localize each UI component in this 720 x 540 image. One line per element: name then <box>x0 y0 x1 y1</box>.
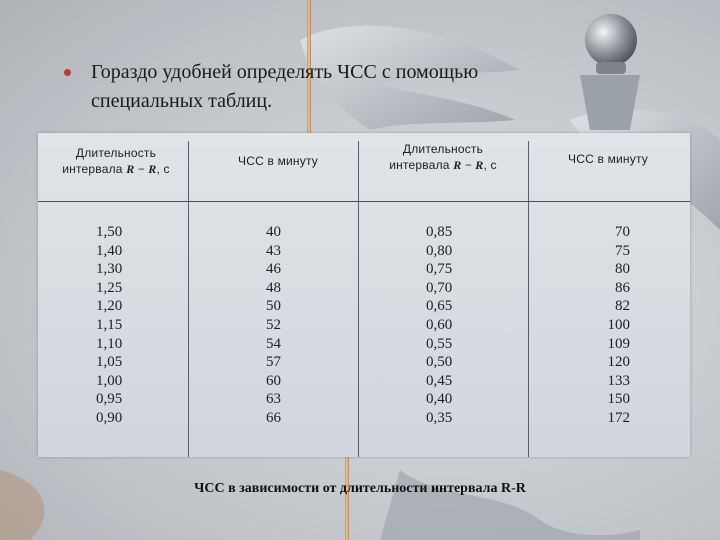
column-divider-2 <box>358 141 359 457</box>
table-cell: 1,40 <box>96 242 123 259</box>
table-cell: 1,10 <box>96 335 123 352</box>
table-cell: 57 <box>266 354 281 371</box>
table-cell: 70 <box>615 224 630 240</box>
header-interval-col1 <box>46 145 186 177</box>
table-cell: 0,90 <box>96 409 123 426</box>
table-cell: 52 <box>266 316 281 333</box>
header-rr-symbol: R − R <box>126 162 157 176</box>
table-cell: 1,30 <box>96 261 123 278</box>
header-interval-word: интервала <box>389 158 450 172</box>
table-cell: 0,40 <box>426 391 453 408</box>
table-cell: 1,15 <box>96 316 123 333</box>
table-cell: 0,95 <box>96 391 123 408</box>
header-hr-col4: ЧСС в минуту <box>568 152 648 166</box>
column-hr-1 <box>266 223 281 428</box>
header-interval-line1: Длительность <box>402 142 484 156</box>
table-cell: 80 <box>615 261 630 278</box>
table-caption: ЧСС в зависимости от длительности интервала R-R <box>194 481 526 496</box>
bullet-text-line-2: специальных таблиц. <box>91 90 273 112</box>
header-unit: , с <box>156 162 170 176</box>
table-cell: 0,35 <box>426 409 453 426</box>
table-cell: 0,65 <box>426 298 453 315</box>
table-cell: 48 <box>266 279 281 296</box>
header-rr-symbol: R − R <box>453 158 484 172</box>
table-cell: 0,85 <box>426 224 453 240</box>
column-interval-2 <box>426 223 452 428</box>
table-cell: 0,70 <box>426 279 453 296</box>
table-cell: 1,00 <box>96 372 123 389</box>
table-cell: 1,05 <box>96 354 123 371</box>
table-cell: 109 <box>607 335 630 352</box>
table-cell: 43 <box>266 242 281 259</box>
table-cell: 1,25 <box>96 279 123 296</box>
table-cell: 86 <box>615 279 630 296</box>
column-interval-1 <box>96 223 122 428</box>
bullet-point <box>64 58 624 116</box>
table-cell: 82 <box>615 298 630 315</box>
header-interval-line2 <box>46 161 186 177</box>
table-cell: 120 <box>607 354 630 371</box>
table-cell: 0,50 <box>426 354 453 371</box>
table-cell: 0,45 <box>426 372 453 389</box>
header-interval-line2 <box>363 157 523 173</box>
table-cell: 40 <box>266 224 281 240</box>
bullet-dot <box>64 69 71 76</box>
bullet-text-line-1: Гораздо удобней определять ЧСС с помощью <box>91 61 479 83</box>
table-cell: 46 <box>266 261 281 278</box>
table-cell: 0,80 <box>426 242 453 259</box>
table-cell: 0,75 <box>426 261 453 278</box>
table-cell: 66 <box>266 409 281 426</box>
header-divider-line <box>38 201 690 202</box>
table-cell: 63 <box>266 391 281 408</box>
table-cell: 1,50 <box>96 224 123 240</box>
table-cell: 0,55 <box>426 335 453 352</box>
header-interval-word: интервала <box>62 162 123 176</box>
table-cell: 50 <box>266 298 281 315</box>
column-divider-1 <box>188 141 189 457</box>
table-cell: 54 <box>266 335 281 352</box>
table-cell: 1,20 <box>96 298 123 315</box>
table-cell: 75 <box>615 242 630 259</box>
table-cell: 0,60 <box>426 316 453 333</box>
table-cell: 60 <box>266 372 281 389</box>
table-cell: 150 <box>607 391 630 408</box>
heart-rate-table-image <box>38 133 690 457</box>
table-cell: 172 <box>607 409 630 426</box>
table-cell: 133 <box>607 372 630 389</box>
table-cell: 100 <box>607 316 630 333</box>
column-divider-3 <box>528 141 529 457</box>
header-unit: , с <box>483 158 497 172</box>
header-interval-col3 <box>363 141 523 173</box>
header-interval-line1: Длительность <box>75 146 157 160</box>
header-hr-col2: ЧСС в минуту <box>238 154 318 168</box>
column-hr-2 <box>598 223 630 428</box>
